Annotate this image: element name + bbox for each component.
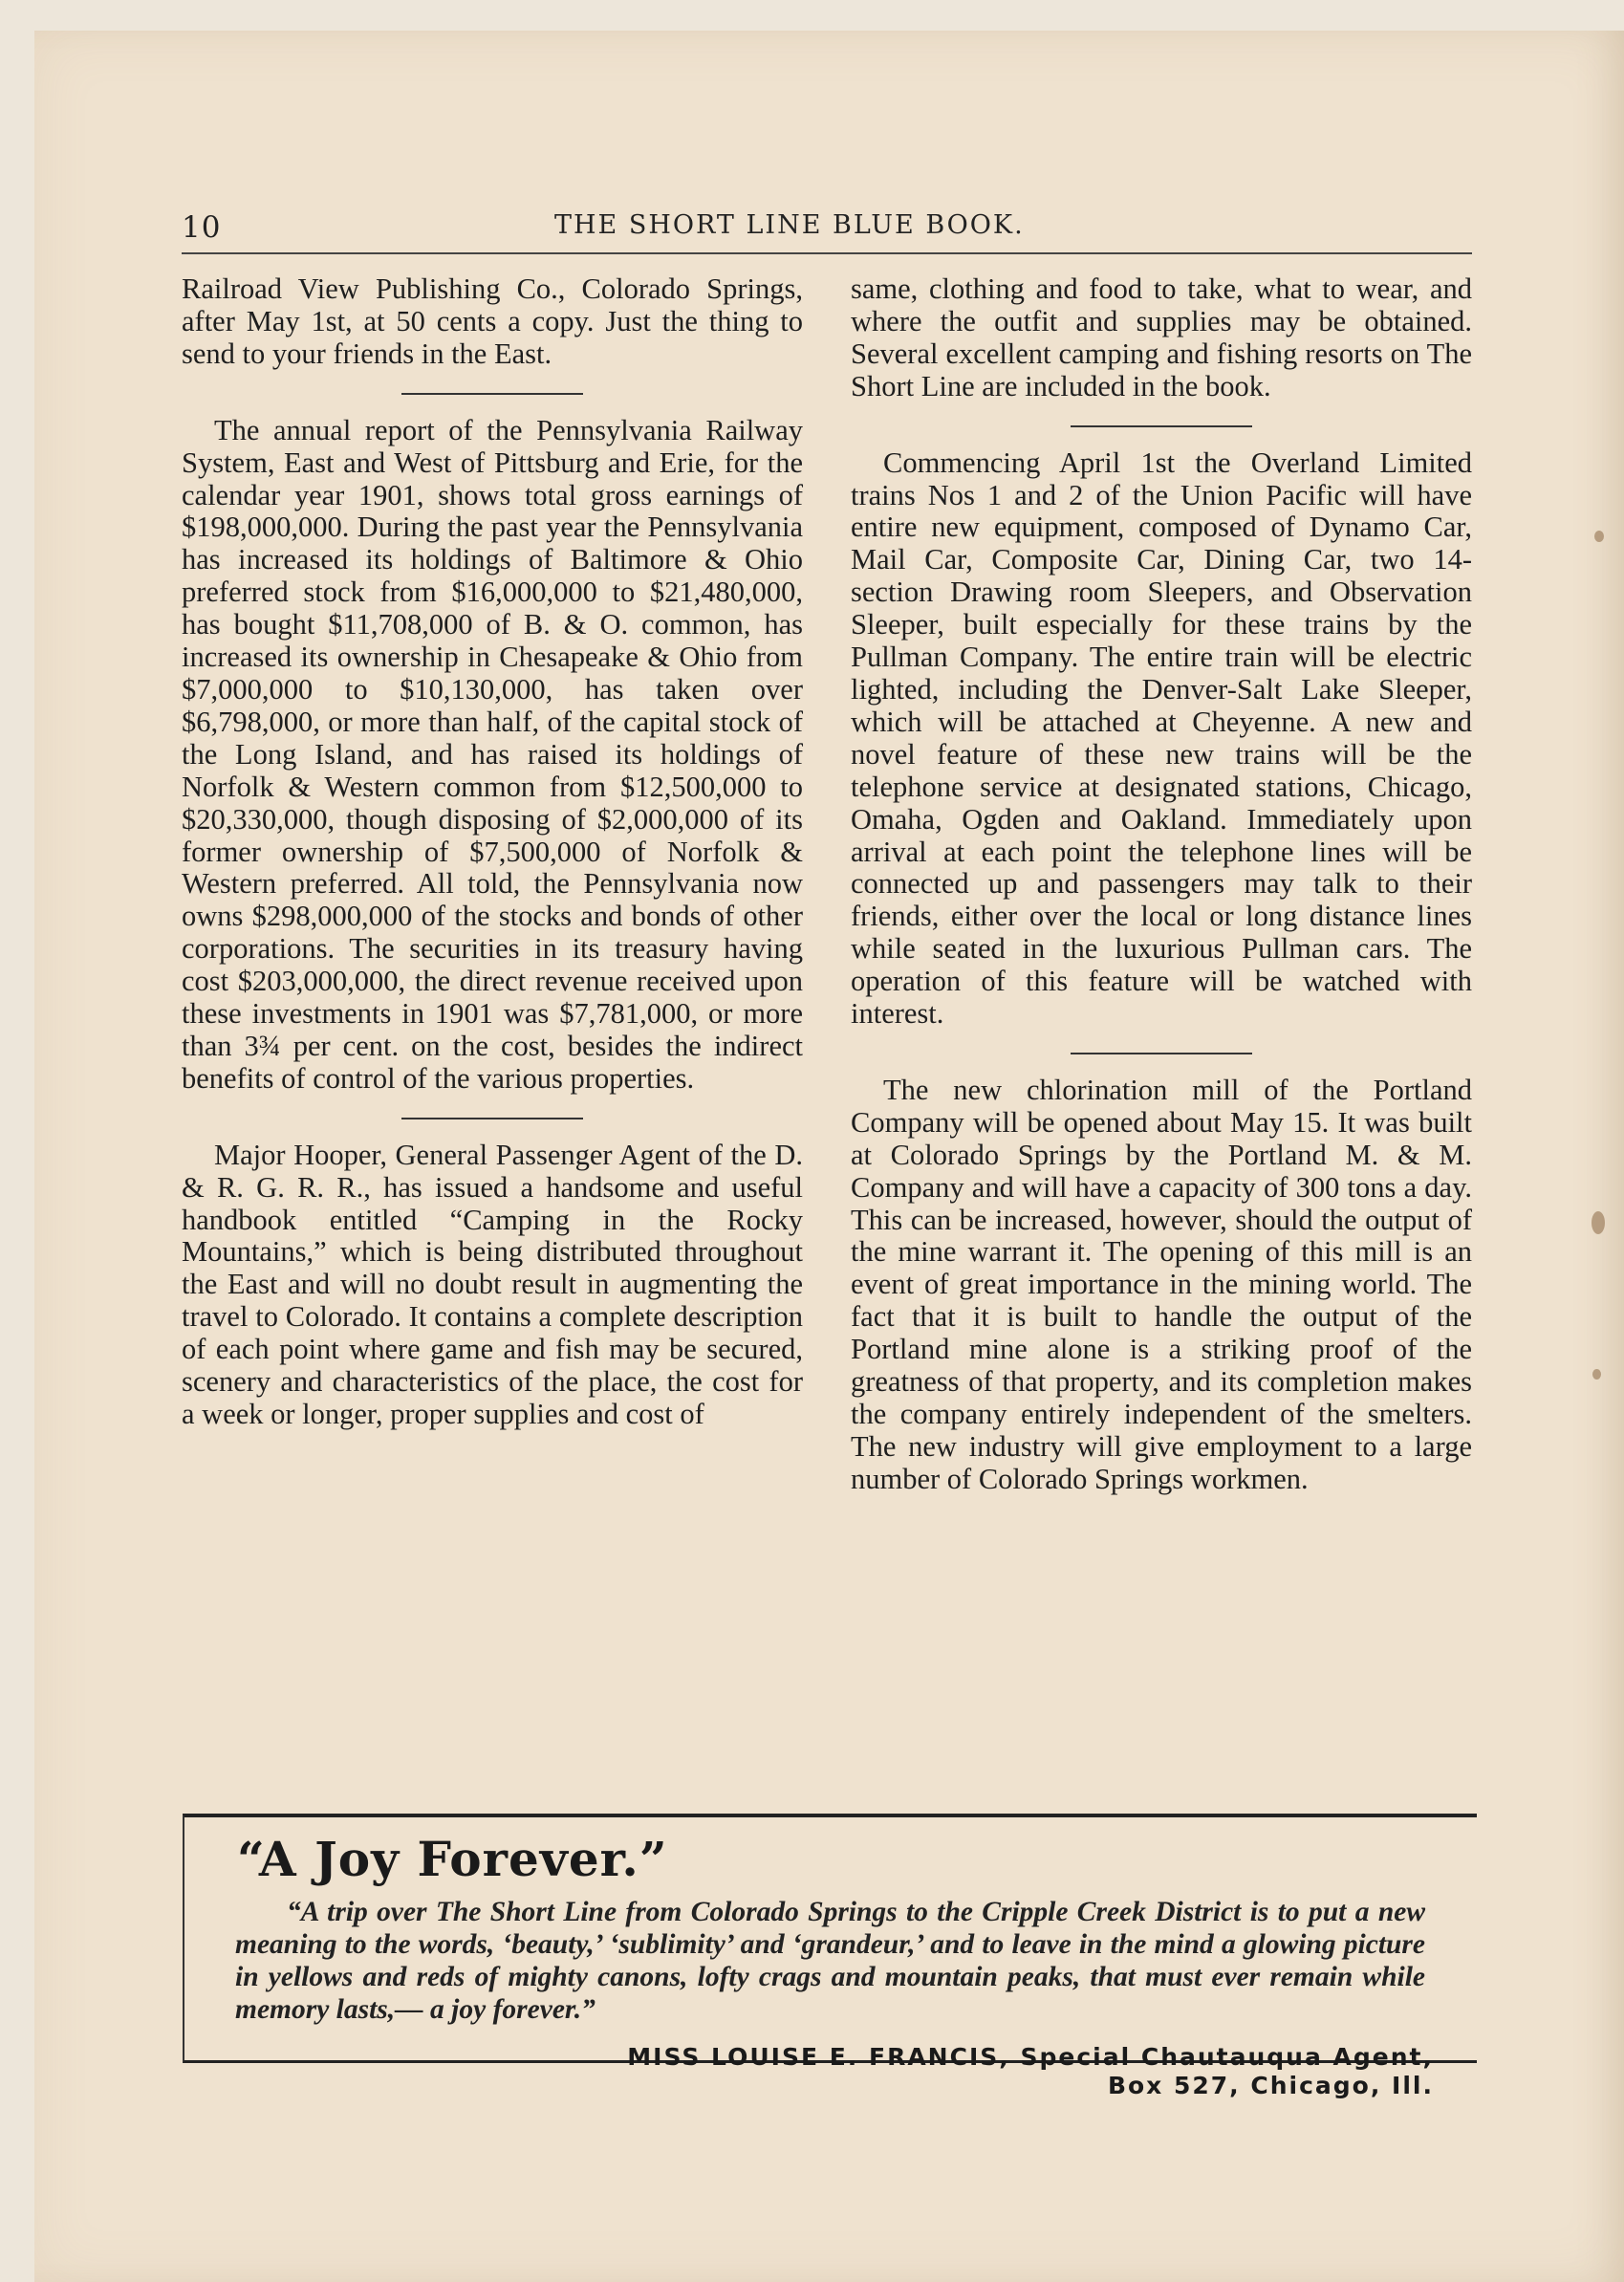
right-column	[851, 273, 1472, 1496]
paper-blemish	[1592, 1211, 1605, 1234]
article-paragraph: The new chlorination mill of the Portland Company will be opened about May 15. It was built at Colorado Springs by the Portland M. & M. Company and will have a capacity of 300 tons a day. This can be increased, however, should the output of the mine warrant it. The opening of this mill is an event of great importance in the mining world. The fact that it is built to handle the output of the Portland mine alone is a striking proof of the greatness of that property, and its completion makes the company entirely independent of the smelters. The new industry will give employment to a large number of Colorado Springs workmen.	[851, 1073, 1472, 1495]
section-separator	[401, 393, 583, 395]
advertisement-signature	[627, 2043, 1434, 2100]
section-separator	[1071, 425, 1252, 427]
article-paragraph: Railroad View Publishing Co., Colorado Springs, after May 1st, at 50 cents a copy. Just the thing to send to your friends in the East.	[182, 272, 803, 370]
section-separator	[401, 1118, 583, 1119]
book-title: THE SHORT LINE BLUE BOOK.	[554, 210, 1025, 240]
signature-name: MISS LOUISE E. FRANCIS, Special Chautauqua Agent,	[627, 2043, 1434, 2071]
advertisement-box	[183, 1814, 1477, 2099]
advertisement-title: “A Joy Forever.”	[237, 1831, 668, 1887]
quote-text: “A trip over The Short Line from Colorado Springs to the Cripple Creek District is to put a new meaning to the words, ‘beauty,’ ‘sublimity’ and ‘grandeur,’ and to leave in the mind a glowing picture in yellows and reds of mighty canons, lofty crags and mountain peaks, that must ever remain while memory lasts,— a joy forever.”	[235, 1897, 1425, 2025]
page-number: 10	[182, 210, 222, 245]
section-separator	[1071, 1053, 1252, 1054]
header-rule	[182, 252, 1472, 254]
paper-blemish	[1592, 1369, 1601, 1380]
running-head	[182, 210, 1472, 249]
left-column	[182, 273, 803, 1431]
article-paragraph: same, clothing and food to take, what to wear, and where the outfit and supplies may be obtained. Several excellent camping and fishing resorts on The Short Line are included in the book.	[851, 272, 1472, 402]
article-paragraph: Major Hooper, General Passenger Agent of the D. & R. G. R. R., has issued a handsome and useful handbook entitled “Camping in the Rocky Mountains,” which is being distributed throughout the East and will no doubt result in augmenting the travel to Colorado. It contains a complete description of each point where game and fish may be secured, scenery and characteristics of the place, the cost for a week or longer, proper supplies and cost of	[182, 1138, 803, 1430]
paper-blemish	[1594, 531, 1604, 542]
signature-address: Box 527, Chicago, Ill.	[1107, 2072, 1434, 2099]
article-paragraph: The annual report of the Pennsylvania Railway System, East and West of Pittsburg and Erie, for the calendar year 1901, shows total gross earnings of $198,000,000. During the past year the Pennsylvania has increased its holdings of Baltimore & Ohio preferred stock from $16,000,000 to $21,480,000, has bought $11,708,000 of B. & O. common, has increased its ownership in Chesapeake & Ohio from $7,000,000 to $10,130,000, has taken over $6,798,000, or more than half, of the capital stock of the Long Island, and has raised its holdings of Norfolk & Western common from $12,500,000 to $20,330,000, though disposing of $2,000,000 of its former ownership of $7,500,000 of Norfolk & Western preferred. All told, the Pennsylvania now owns $298,000,000 of the stocks and bonds of other corporations. The securities in its treasury having cost $203,000,000, the direct revenue received upon these investments in 1901 was $7,781,000, or more than 3¾ per cent. on the cost, besides the indirect benefits of control of the various properties.	[182, 413, 803, 1095]
article-paragraph: Commencing April 1st the Overland Limited trains Nos 1 and 2 of the Union Pacific will have entire new equipment, composed of Dynamo Car, Mail Car, Composite Car, Dining Car, two 14-section Drawing room Sleepers, and Observation Sleeper, built especially for these trains by the Pullman Company. The entire train will be electric lighted, including the Denver-Salt Lake Sleeper, which will be attached at Cheyenne. A new and novel feature of these new trains will be the telephone service at designated stations, Chicago, Omaha, Ogden and Oakland. Immediately upon arrival at each point the telephone lines will be connected up and passengers may talk to their friends, either over the local or long distance lines while seated in the luxurious Pullman cars. The operation of this feature will be watched with interest.	[851, 446, 1472, 1031]
advertisement-quote	[235, 1896, 1425, 2026]
